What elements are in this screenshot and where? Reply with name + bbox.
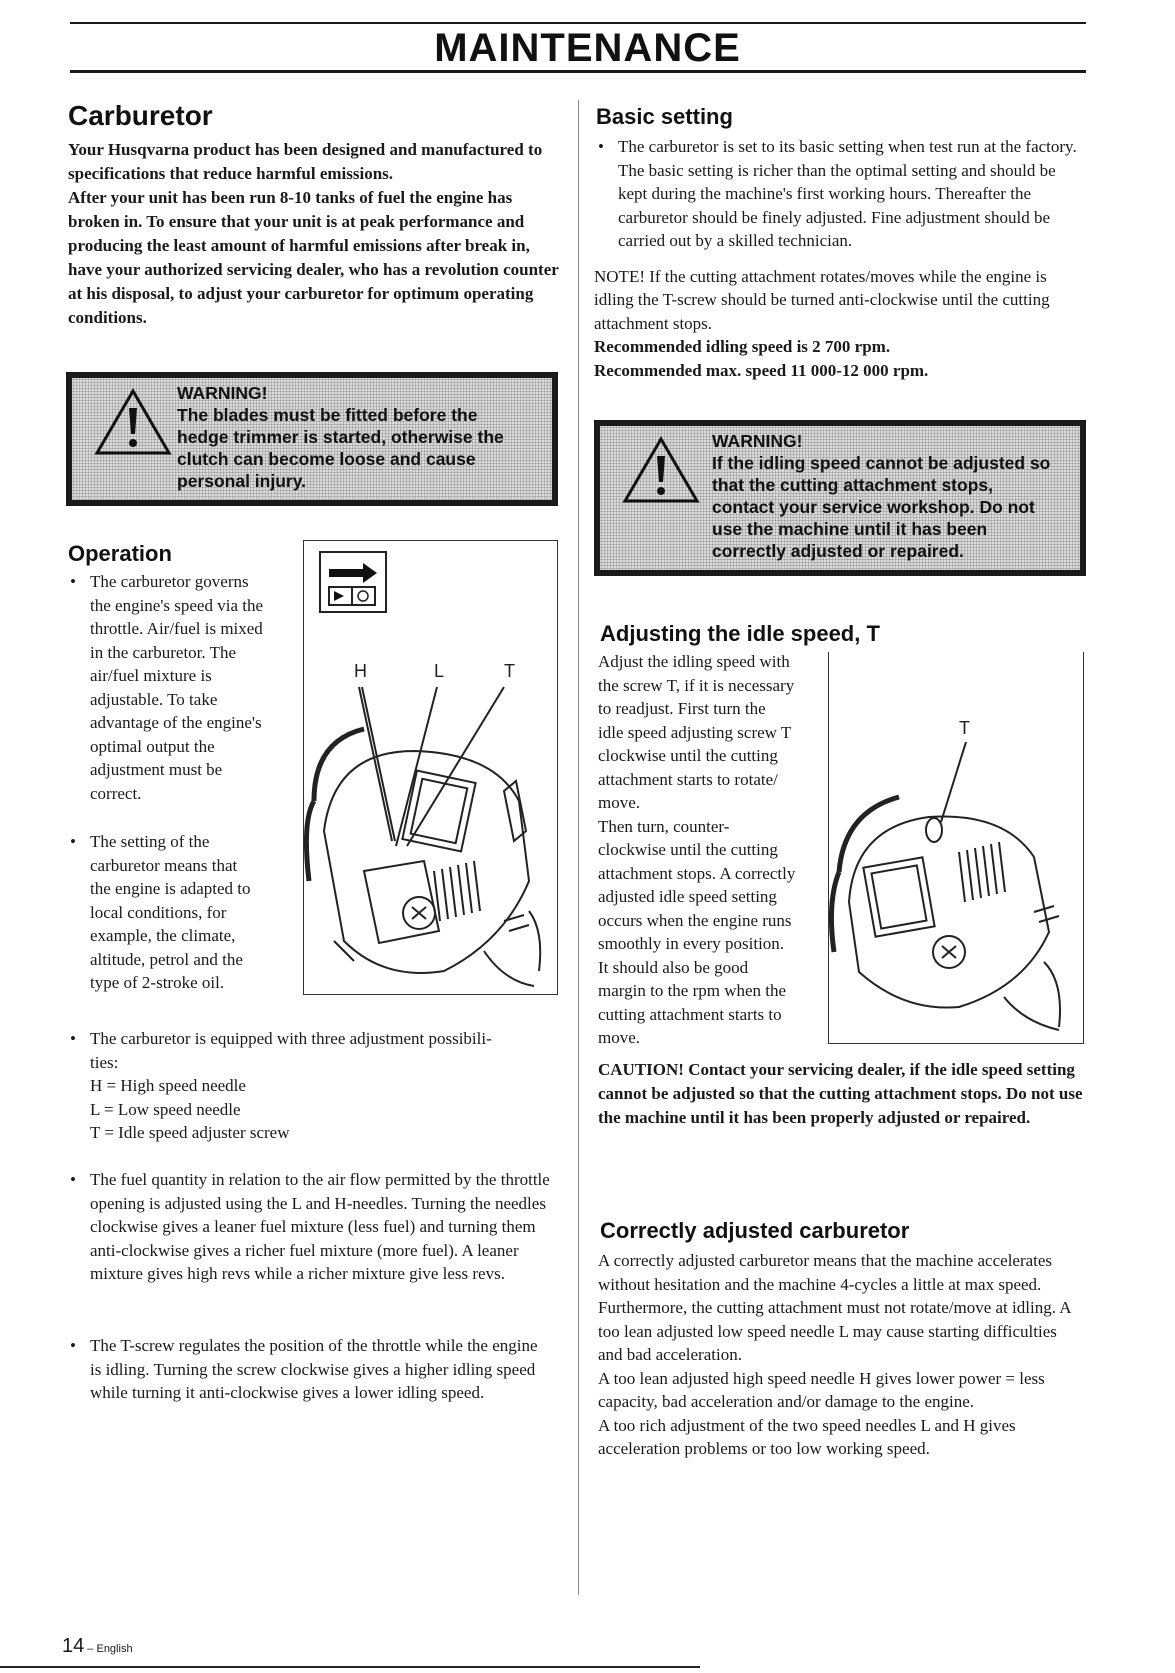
operation-bullet-5: [66, 1334, 552, 1405]
text-line: • The setting of the: [90, 832, 210, 851]
caution-text: [598, 1058, 1088, 1130]
needle-label-h: H: [354, 661, 367, 681]
text-line: adjusted idle speed setting: [598, 887, 777, 906]
text-line: adjustable. To take: [90, 689, 218, 709]
text-line: adjustment must be: [90, 760, 223, 779]
footer-language: – English: [84, 1643, 133, 1655]
text-line: Then turn, counter-: [598, 816, 730, 836]
text-line: the engine's speed via the: [90, 595, 264, 615]
text-line: move.: [598, 793, 641, 812]
text-line: attachment starts to rotate/: [598, 769, 778, 789]
bullet-item: [66, 1027, 560, 1145]
correct-carburetor-heading: Correctly adjusted carburetor: [600, 1218, 910, 1243]
warning-line: clutch can become loose and cause: [177, 449, 476, 469]
page-title: MAINTENANCE: [434, 26, 741, 70]
footer-rule: [0, 1666, 700, 1668]
warning-triangle-icon: [622, 436, 700, 504]
needle-label-t: T: [504, 661, 515, 681]
text-line: Adjust the idling speed with: [598, 652, 790, 671]
correct-carburetor-text: [598, 1249, 1082, 1461]
warning-box-idle: [594, 420, 1086, 576]
bullet-item: [66, 570, 296, 805]
warning-title: WARNING!: [177, 383, 268, 403]
text-line: clockwise until the cutting: [598, 746, 778, 765]
operation-heading: Operation: [68, 541, 172, 566]
text-line: clockwise until the cutting: [598, 840, 778, 859]
note-text: NOTE! If the cutting attachment rotates/moves while the engine is idling the T-screw should be turned anti-clockwise until the cutting attachment stops.: [594, 266, 1050, 333]
bullet-item: • The T-screw regulates the position of the throttle while the engine is idling. Turning the screw clockwise gives a higher idling speed while turning it anti-clockwise gives a lower idling speed.: [66, 1334, 552, 1405]
text-line: throttle. Air/fuel is mixed: [90, 619, 263, 638]
warning-title: WARNING!: [712, 431, 803, 451]
text-line: ties:: [90, 1052, 119, 1072]
warning-line: use the machine until it has been: [712, 519, 988, 539]
warning-line: that the cutting attachment stops,: [712, 475, 993, 495]
carburetor-intro: [68, 138, 562, 330]
text-line: advantage of the engine's: [90, 713, 262, 732]
needle-t: T = Idle speed adjuster screw: [90, 1123, 290, 1142]
warning-line: personal injury.: [177, 471, 307, 491]
basic-setting-heading: Basic setting: [596, 104, 733, 129]
carburetor-heading: Carburetor: [68, 100, 213, 131]
text-line: the screw T, if it is necessary: [598, 675, 795, 695]
text-line: type of 2-stroke oil.: [90, 973, 225, 992]
text-line: carburetor means that: [90, 855, 238, 875]
bullet-item: [66, 830, 296, 995]
text-line: attachment stops. A correctly: [598, 863, 796, 883]
screw-label-t: T: [959, 718, 970, 738]
text-line: It should also be good: [598, 957, 749, 977]
operation-bullet-1: [66, 570, 296, 805]
warning-line: hedge trimmer is started, otherwise the: [177, 427, 504, 447]
text-line: occurs when the engine runs: [598, 910, 792, 930]
text-line: to readjust. First turn the: [598, 699, 766, 718]
operation-bullet-3: [66, 1027, 560, 1145]
text-line: optimal output the: [90, 736, 215, 756]
text-line: move.: [598, 1028, 641, 1047]
needle-h: H = High speed needle: [90, 1076, 246, 1095]
idle-screw-illustration: [829, 742, 1079, 1032]
correct-paragraph-1: A correctly adjusted carburetor means that the machine accelerates without hesitation and the machine 4-cycles a little at max speed. Furthermore, the cutting attachment must not rotate/move at idling. A too lean adjusted low speed needle L may cause starting difficulties and bad acceleration.: [598, 1251, 1071, 1364]
text-line: in the carburetor. The: [90, 642, 237, 662]
text-line: smoothly in every position.: [598, 934, 785, 953]
text-line: altitude, petrol and the: [90, 949, 243, 969]
warning-text: [177, 382, 504, 492]
throttle-symbol-icon: [319, 551, 389, 615]
intro-paragraph-2: After your unit has been run 8-10 tanks of fuel the engine has broken in. To ensure that your unit is at peak performance and producing the least amount of harmful emissions after break in, have your authorized servicing dealer, who has a revolution counter at his disposal, to adjust your carburetor for optimum operating conditions.: [68, 188, 559, 327]
idle-speed-text: [598, 650, 828, 1050]
carburetor-figure: [303, 540, 558, 995]
recommended-idle-speed: Recommended idling speed is 2 700 rpm.: [594, 337, 891, 356]
correct-paragraph-3: A too rich adjustment of the two speed needles L and H gives acceleration problems or too low working speed.: [598, 1415, 1016, 1458]
engine-illustration: [304, 681, 554, 991]
text-line: • The carburetor is equipped with three adjustment possibili-: [90, 1029, 492, 1048]
needle-l: L = Low speed needle: [90, 1099, 241, 1119]
text-line: margin to the rpm when the: [598, 981, 787, 1000]
page-footer: [62, 1635, 133, 1658]
operation-bullet-2: [66, 830, 296, 995]
text-line: cutting attachment starts to: [598, 1004, 782, 1024]
basic-setting-text: [594, 135, 1084, 383]
text-line: local conditions, for: [90, 902, 227, 922]
header-rule-bottom: [70, 70, 1086, 73]
idle-speed-heading: Adjusting the idle speed, T: [600, 621, 880, 646]
text-line: • The carburetor governs: [90, 572, 249, 591]
text-line: idle speed adjusting screw T: [598, 722, 792, 742]
warning-box-blades: [66, 372, 558, 506]
needle-label-l: L: [434, 661, 445, 681]
warning-line: contact your service workshop. Do not: [712, 497, 1035, 517]
text-line: air/fuel mixture is: [90, 666, 212, 685]
intro-paragraph-1: Your Husqvarna product has been designed and manufactured to specifications that reduce harmful emissions.: [68, 140, 543, 183]
caution-paragraph: CAUTION! Contact your servicing dealer, if the idle speed setting cannot be adjusted so that the cutting attachment stops. Do not use the machine until it has been properly adjusted or repaired.: [598, 1060, 1083, 1127]
warning-line: The blades must be fitted before the: [177, 405, 478, 425]
warning-line: correctly adjusted or repaired.: [712, 541, 964, 561]
operation-bullet-4: [66, 1168, 552, 1286]
column-divider: [578, 100, 579, 1595]
idle-screw-figure: [828, 652, 1084, 1044]
warning-triangle-icon: [94, 388, 172, 456]
correct-paragraph-2: A too lean adjusted high speed needle H gives lower power = less capacity, bad acceleration and/or damage to the engine.: [598, 1368, 1045, 1411]
text-line: the engine is adapted to: [90, 879, 251, 898]
text-line: example, the climate,: [90, 926, 236, 945]
warning-text: [712, 430, 1050, 562]
page-number: 14: [62, 1635, 85, 1657]
text-line: correct.: [90, 783, 142, 803]
bullet-item: • The fuel quantity in relation to the air flow permitted by the throttle opening is adjusted using the L and H-needles. Turning the needles clockwise gives a leaner fuel mixture (less fuel) and turning them anti-clockwise gives a richer fuel mixture (more fuel). A leaner mixture gives high revs while a richer mixture give less revs.: [66, 1168, 552, 1286]
recommended-max-speed: Recommended max. speed 11 000-12 000 rpm.: [594, 361, 929, 380]
bullet-item: • The carburetor is set to its basic setting when test run at the factory. The basic setting is richer than the optimal setting and should be kept during the machine's first working hours. Thereafter the carburetor should be finely adjusted. Fine adjustment should be carried out by a skilled technician.: [594, 135, 1084, 253]
warning-line: If the idling speed cannot be adjusted so: [712, 453, 1051, 473]
